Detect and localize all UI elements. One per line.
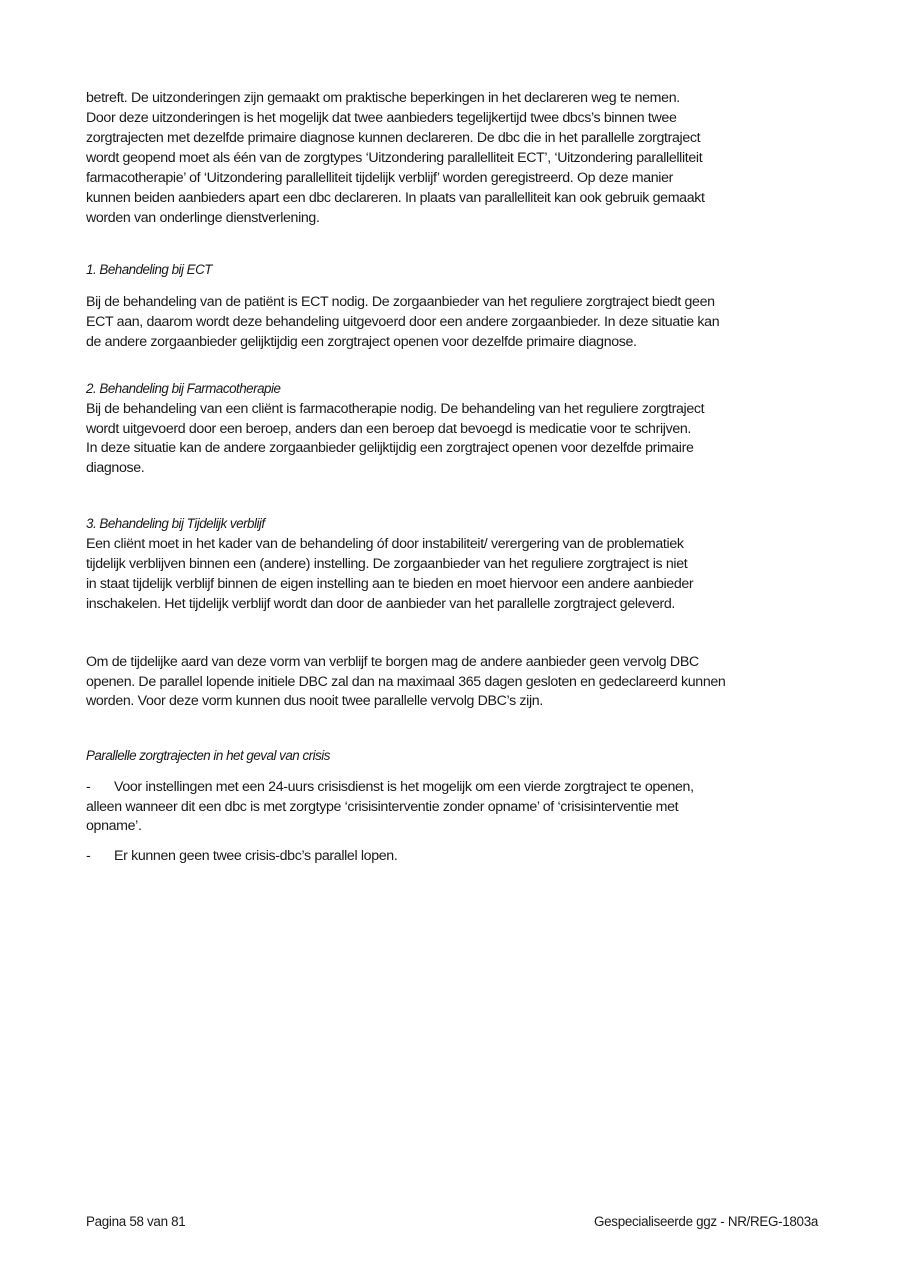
section-heading: 3. Behandeling bij Tijdelijk verblijf [86, 516, 265, 531]
text-line: Bij de behandeling van de patiënt is ECT nodig. De zorgaanbieder van het reguliere zorgtraject biedt geen [86, 294, 715, 310]
text-line: Er kunnen geen twee crisis-dbc’s parallel lopen. [114, 848, 398, 864]
page-number: Pagina 58 van 81 [86, 1214, 186, 1229]
section-heading: Parallelle zorgtrajecten in het geval van crisis [86, 748, 330, 763]
text-line: farmacotherapie’ of ‘Uitzondering parallelliteit tijdelijk verblijf’ worden geregistreerd. Op deze manier [86, 170, 674, 186]
text-line: In deze situatie kan de andere zorgaanbieder gelijktijdig een zorgtraject openen voor dezelfde primaire [86, 440, 694, 456]
document-reference: Gespecialiseerde ggz - NR/REG-1803a [594, 1214, 818, 1229]
text-line: inschakelen. Het tijdelijk verblijf wordt dan door de aanbieder van het parallelle zorgtraject geleverd. [86, 596, 675, 612]
text-line: openen. De parallel lopende initiele DBC zal dan na maximaal 365 dagen gesloten en gedeclareerd kunnen [86, 674, 726, 690]
text-line: betreft. De uitzonderingen zijn gemaakt om praktische beperkingen in het declareren weg te nemen. [86, 90, 680, 106]
text-line: worden van onderlinge dienstverlening. [86, 210, 320, 226]
bullet-marker: - [86, 848, 91, 864]
section-heading: 1. Behandeling bij ECT [86, 262, 212, 277]
text-line: de andere zorgaanbieder gelijktijdig een zorgtraject openen voor dezelfde primaire diagnose. [86, 334, 637, 350]
text-line: wordt geopend moet als één van de zorgtypes ‘Uitzondering parallelliteit ECT’, ‘Uitzondering parallelliteit [86, 150, 703, 166]
text-line: zorgtrajecten met dezelfde primaire diagnose kunnen declareren. De dbc die in het parallelle zorgtraject [86, 130, 701, 146]
text-line: worden. Voor deze vorm kunnen dus nooit twee parallelle vervolg DBC’s zijn. [86, 693, 543, 709]
text-line: ECT aan, daarom wordt deze behandeling uitgevoerd door een andere zorgaanbieder. In deze situatie kan [86, 314, 720, 330]
text-line: Voor instellingen met een 24-uurs crisisdienst is het mogelijk om een vierde zorgtraject te openen, [114, 779, 694, 795]
text-line: in staat tijdelijk verblijf binnen de eigen instelling aan te bieden en moet hiervoor een andere aanbieder [86, 576, 694, 592]
text-line: alleen wanneer dit een dbc is met zorgtype ‘crisisinterventie zonder opname’ of ‘crisisinterventie met [86, 799, 679, 815]
bullet-marker: - [86, 779, 91, 795]
section-heading: 2. Behandeling bij Farmacotherapie [86, 381, 281, 396]
text-line: Door deze uitzonderingen is het mogelijk dat twee aanbieders tegelijkertijd twee dbcs’s binnen twee [86, 110, 677, 126]
text-line: Bij de behandeling van een cliënt is farmacotherapie nodig. De behandeling van het reguliere zorgtraject [86, 401, 705, 417]
text-line: opname’. [86, 818, 142, 834]
text-line: kunnen beiden aanbieders apart een dbc declareren. In plaats van parallelliteit kan ook gebruik gemaakt [86, 190, 705, 206]
text-line: tijdelijk verblijven binnen een (andere) instelling. De zorgaanbieder van het reguliere zorgtraject is niet [86, 556, 688, 572]
text-line: Een cliënt moet in het kader van de behandeling óf door instabiliteit/ verergering van de problematiek [86, 536, 684, 552]
text-line: diagnose. [86, 460, 145, 476]
text-line: Om de tijdelijke aard van deze vorm van verblijf te borgen mag de andere aanbieder geen vervolg DBC [86, 654, 699, 670]
text-line: wordt uitgevoerd door een beroep, anders dan een beroep dat bevoegd is medicatie voor te schrijven. [86, 421, 691, 437]
